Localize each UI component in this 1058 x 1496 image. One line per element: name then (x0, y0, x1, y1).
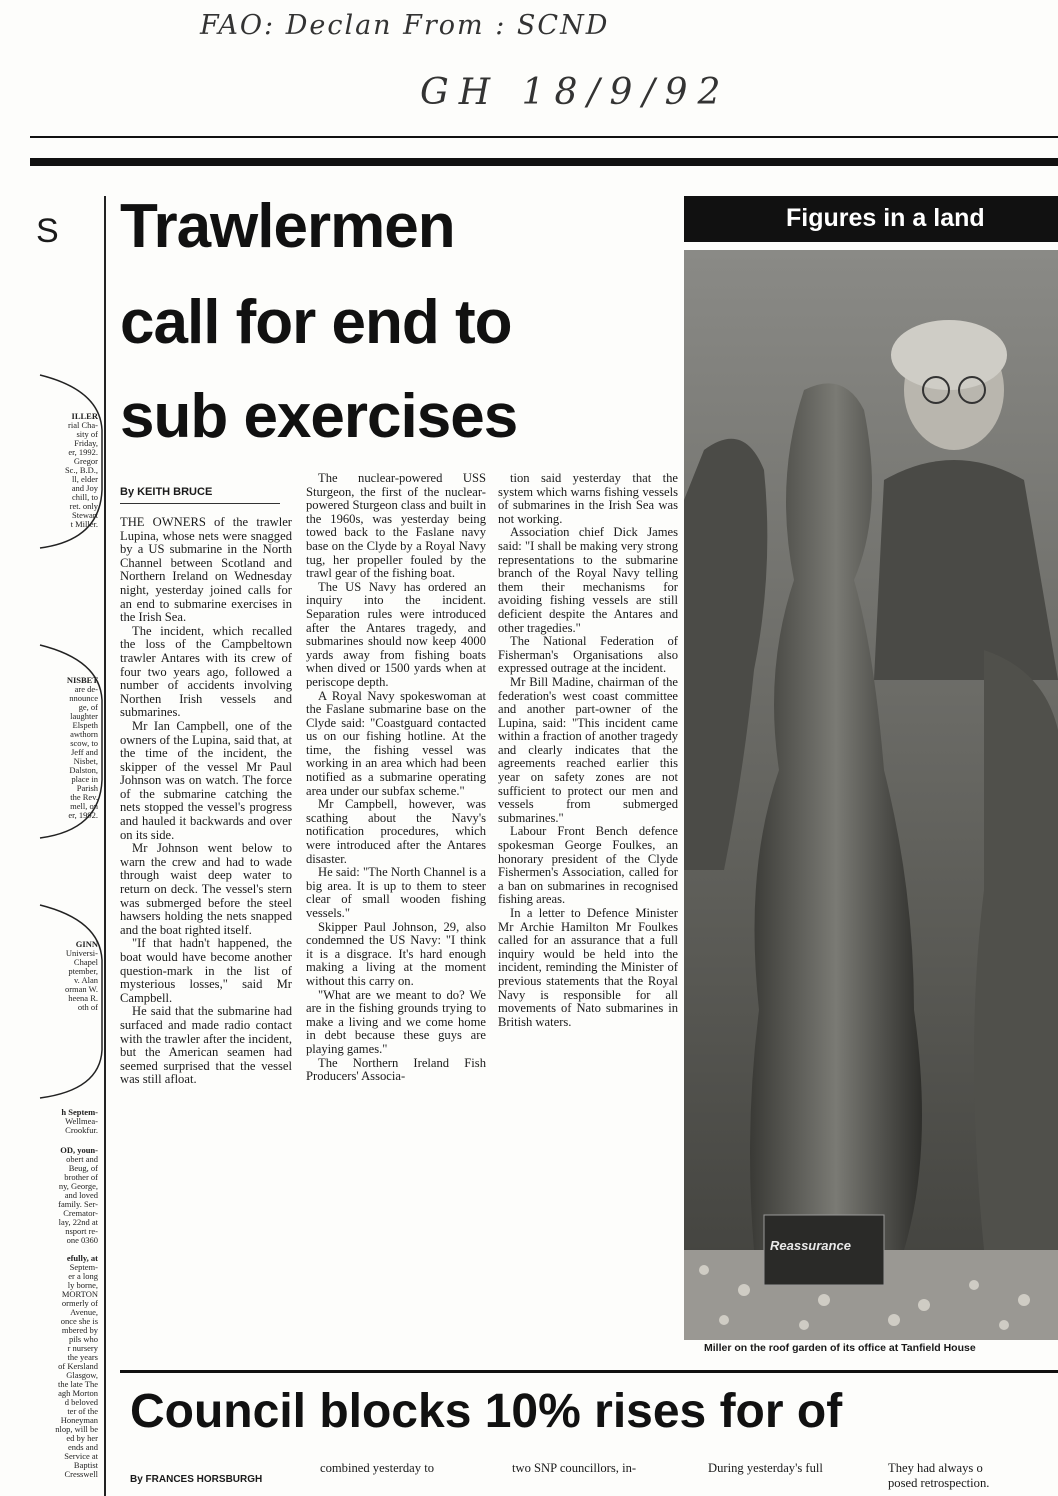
notice-line: er, 1992. (68, 810, 98, 820)
notice-block (30, 1254, 98, 1479)
notice-line: r nursery (67, 1343, 98, 1353)
article-paragraph: The Northern Ireland Fish Producers' Associa- (306, 1055, 486, 1084)
notice-line: er, 1992. (68, 447, 98, 457)
notice-line: are de- (74, 684, 98, 694)
notice-line: ret. only (69, 501, 98, 511)
notice-line: nlop, will be (55, 1424, 98, 1434)
notice-line: v. Alan (73, 975, 98, 985)
handwritten-note-line1: FAO: Declan From : SCND (200, 10, 610, 41)
notice-line: of Kersland (58, 1361, 98, 1371)
notice-line: Honeyman (60, 1415, 98, 1425)
notice-line: oth of (77, 1002, 98, 1012)
notice-line: h Septem- (61, 1107, 98, 1117)
notice-line: Crookfur. (65, 1125, 98, 1135)
notice-line: orman W. (64, 984, 98, 994)
article-paragraph: Mr Bill Madine, chairman of the federation's west coast committee and another part-owner of the Lupina, said: "This incident came within a fraction of another tragedy and clearly indicates that the agreements reached earlier this year on safety zones are not sufficient to protect our men and vessels from submerged submarines." (498, 674, 678, 825)
notice-line: Stewart (72, 510, 98, 520)
notice-line: GINN (75, 939, 98, 949)
notice-line: scow, to (70, 738, 98, 748)
notice-line: rial Cha- (68, 420, 98, 430)
bottom-rule (120, 1370, 1058, 1373)
notice-line: Septem- (69, 1262, 98, 1272)
notice-line: and Joy (71, 483, 98, 493)
article-headline-line2: call for end to (120, 288, 512, 357)
notice-line: Wellmea- (65, 1116, 98, 1126)
notice-line: ormerly of (61, 1298, 98, 1308)
notice-line: ll, elder (72, 474, 98, 484)
notice-line: Cresswell (64, 1469, 98, 1479)
article-paragraph: He said that the submarine had surfaced and made radio contact with the trawler after the incident, but the American seamen had seemed surprised that the vessel was still afloat. (120, 1004, 292, 1087)
notice-line: ny, George, (58, 1181, 98, 1191)
photo-banner-title: Figures in a land (786, 204, 985, 232)
notice-line: t Miller. (70, 519, 98, 529)
notice-line: agh Morton (58, 1388, 98, 1398)
notice-line: sity of (76, 429, 98, 439)
notice-line: ge, of (78, 702, 98, 712)
article-paragraph: "If that hadn't happened, the boat would have become another question-mark in the list of mysterious losses," said Mr Campbell. (120, 936, 292, 1005)
handwritten-note-line2: GH 18/9/92 (420, 72, 731, 113)
article-headline-line1: Trawlermen (120, 192, 455, 261)
notice-line: efully, at (66, 1253, 98, 1263)
article-paragraph: The incident, which recalled the loss of the Campbeltown trawler Antares with its crew of four two years ago, followed a number of accidents involving Northen Irish vessels and submarines. (120, 623, 292, 720)
notice-line: Cremator- (63, 1208, 98, 1218)
bottom-byline: By FRANCES HORSBURGH (130, 1474, 263, 1485)
article-column-2 (306, 472, 486, 1084)
notice-line: and loved (64, 1190, 98, 1200)
notice-block (30, 1146, 98, 1245)
article-paragraph: In a letter to Defence Minister Mr Archie Hamilton Mr Foulkes called for an assurance that a full inquiry would be held into the incident, reminding the Minister of previous statements that the Royal Navy is responsible for all movements of Nato submarines in British waters. (498, 906, 678, 1029)
article-column-3 (498, 472, 678, 1029)
notice-line: Elspeth (72, 720, 98, 730)
notice-line: ILLER (71, 411, 98, 421)
top-rule-thick (30, 158, 1058, 166)
bracket-decoration (30, 640, 105, 840)
notice-line: nsport re- (65, 1226, 98, 1236)
article-paragraph: "What are we meant to do? We are in the fishing grounds trying to make a living and we come home in debt because these guys are playing games." (306, 987, 486, 1056)
notice-line: the late The (58, 1379, 98, 1389)
notice-line: chill, to (72, 492, 98, 502)
notice-line: Service at (64, 1451, 98, 1461)
notice-line: ter of the (67, 1406, 98, 1416)
notice-line: brother of (64, 1172, 98, 1182)
notice-line: Nisbet, (73, 756, 98, 766)
notice-line: Jeff and (71, 747, 98, 757)
notice-line: Sc., B.D., (64, 465, 98, 475)
notice-line: ends and (68, 1442, 98, 1452)
notice-line: laughter (70, 711, 98, 721)
top-rule-thin (30, 136, 1058, 138)
notice-line: Avenue, (70, 1307, 98, 1317)
article-paragraph: Skipper Paul Johnson, 29, also condemned the US Navy: "I think it is a disgrace. It's hard enough making a living at the moment without this carry on. (306, 919, 486, 988)
notice-line: ptember, (68, 966, 98, 976)
notice-line: Glasgow, (66, 1370, 98, 1380)
notice-line: awthorn (70, 729, 98, 739)
notice-line: ly borne, (67, 1280, 98, 1290)
notice-line: family. Ser- (58, 1199, 98, 1209)
notice-line: pils who (68, 1334, 98, 1344)
sculpture-sign-text: Reassurance (770, 1238, 851, 1253)
article-paragraph: The US Navy has ordered an inquiry into the incident. Separation rules were introduced after the Antares tragedy, and submarines should now keep 4000 yards away from fishing boats when dived or 1500 yards when at periscope depth. (306, 579, 486, 689)
article-byline: By KEITH BRUCE (120, 486, 213, 498)
sculpture-photo-image (684, 250, 1058, 1340)
byline-rule (120, 503, 280, 504)
bottom-headline: Council blocks 10% rises for of (130, 1385, 843, 1438)
bracket-decoration (30, 900, 105, 1100)
bottom-snippet: combined yesterday to (320, 1461, 435, 1475)
notice-line: place in (71, 774, 98, 784)
notice-line: mbered by (61, 1325, 98, 1335)
notice-line: Friday, (74, 438, 98, 448)
bottom-snippet: posed retrospection. (888, 1476, 990, 1490)
notice-block (30, 1108, 98, 1135)
article-paragraph: A Royal Navy spokeswoman at the Faslane submarine base on the Clyde said: "Coastguard contacted us on our fishing hotline. At the time, the fishing vessel was working in an area which had been notified as a submarine operating area under our subfax scheme." (306, 688, 486, 798)
notice-line: Parish (76, 783, 98, 793)
bottom-snippet: They had always o (888, 1461, 983, 1475)
notice-line: heena R. (68, 993, 98, 1003)
bottom-snippet: two SNP councillors, in- (512, 1461, 637, 1475)
notice-line: Chapel (73, 957, 98, 967)
notice-line: ed by her (66, 1433, 98, 1443)
notice-line: the Rev. (70, 792, 98, 802)
notice-line: NISBET (66, 675, 98, 685)
notice-line: Gregor (73, 456, 98, 466)
article-paragraph: tion said yesterday that the system which warns fishing vessels of submarines in the Irish Sea was not working. (498, 471, 678, 526)
notice-line: MORTON (61, 1289, 98, 1299)
article-paragraph: The National Federation of Fisherman's Organisations also expressed outrage at the incident. (498, 634, 678, 676)
notice-line: one 0360 (66, 1235, 98, 1245)
notice-line: Baptist (73, 1460, 98, 1470)
notice-line: lay, 22nd at (58, 1217, 98, 1227)
article-paragraph: Mr Ian Campbell, one of the owners of the Lupina, said that, at the time of the incident, the skipper of the vessel Mr Paul Johnson was on watch. The force of the submarine catching the nets stopped the vessel's progress and hauled it backwards and over on its side. (120, 718, 292, 842)
notice-line: once she is (60, 1316, 98, 1326)
article-paragraph: Mr Campbell, however, was scathing about the Navy's notification procedures, which were introduced after the Antares disaster. (306, 797, 486, 866)
notice-line: OD, youn- (60, 1145, 98, 1155)
notice-line: er a long (68, 1271, 98, 1281)
bracket-decoration (30, 370, 105, 550)
notice-line: mell, on (70, 801, 98, 811)
article-column-1 (120, 516, 292, 1087)
notice-line: d beloved (64, 1397, 98, 1407)
photo-caption: Miller on the roof garden of its office at Tanfield House (704, 1342, 976, 1354)
article-paragraph: The nuclear-powered USS Sturgeon, the first of the nuclear-powered Sturgeon class and built in the 1960s, was yesterday being towed back to the Faslane navy base on the Clyde by a Royal Navy tug, her propeller fouled by the trawl gear of the fishing boat. (306, 471, 486, 581)
article-paragraph: Mr Johnson went below to warn the crew and had to wade through waist deep water to return on deck. The vessel's stern was submerged before the steel hawsers holding the nets snapped and the boat righted itself. (120, 841, 292, 937)
article-paragraph: He said: "The North Channel is a big area. It is up to them to steer clear of small wooden fishing vessels." (306, 865, 486, 920)
left-strip-letter: S (36, 212, 59, 250)
article-paragraph: THE OWNERS of the trawler Lupina, whose nets were snagged by a US submarine in the North Channel between Scotland and Northern Ireland on Wednesday night, yesterday joined calls for an end to submarine exercises in the Irish Sea. (120, 515, 292, 625)
article-paragraph: Labour Front Bench defence spokesman George Foulkes, an honorary president of the Clyde Fishermen's Association, called for a ban on submarines in recognised fishing areas. (498, 824, 678, 907)
notice-line: Beug, of (68, 1163, 98, 1173)
notice-line: obert and (66, 1154, 98, 1164)
notice-line: Universi- (65, 948, 98, 958)
notice-line: nnounce (69, 693, 98, 703)
sculpture-photo (684, 250, 1058, 1340)
article-paragraph: Association chief Dick James said: "I shall be making very strong representations to the submarine branch of the Royal Navy telling them their mechanisms for avoiding fishing vessels are still deficient despite the Antares and other tragedies." (498, 525, 678, 635)
notice-line: Dalston, (69, 765, 98, 775)
article-headline-line3: sub exercises (120, 382, 518, 451)
notice-line: the years (67, 1352, 98, 1362)
bottom-snippet: During yesterday's full (708, 1461, 823, 1475)
